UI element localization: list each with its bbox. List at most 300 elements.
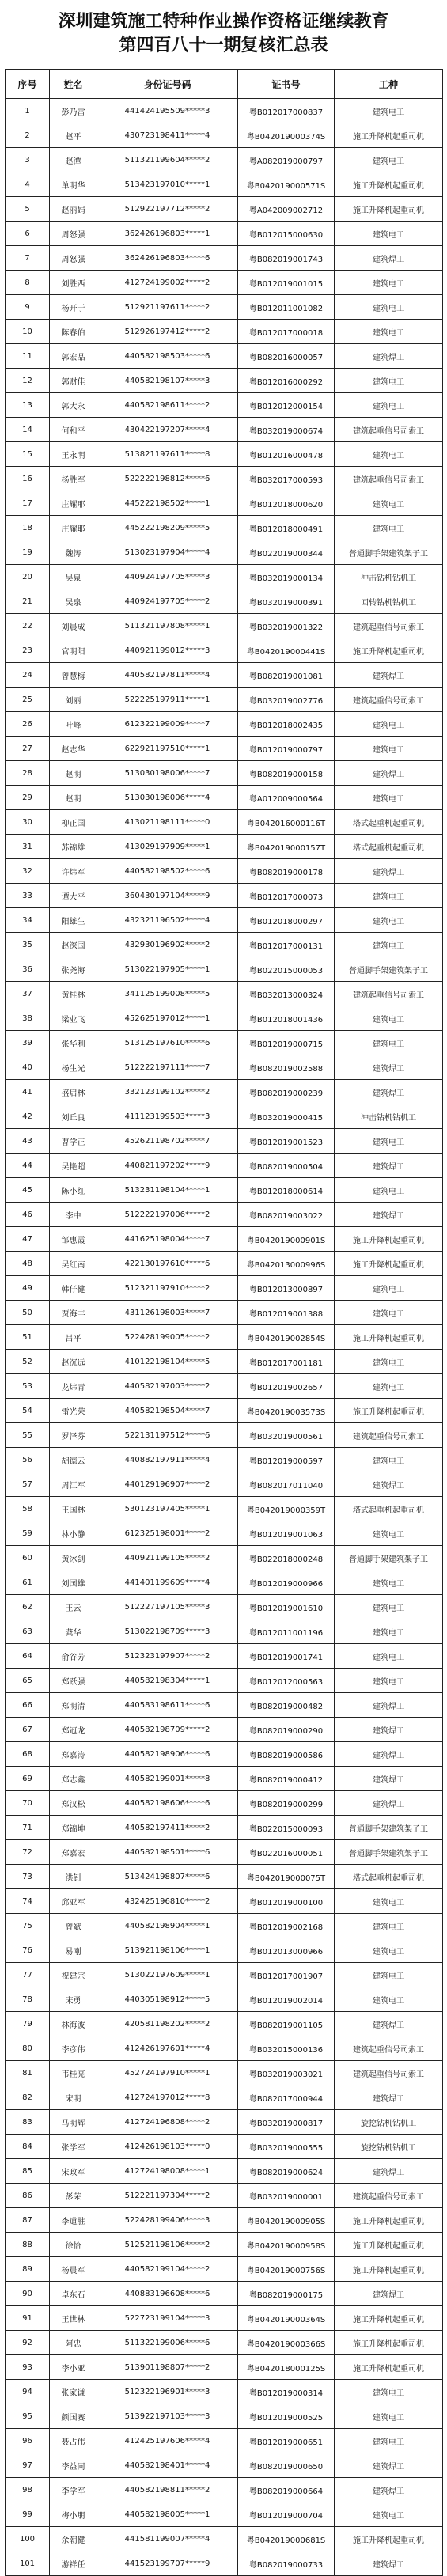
cell-certificate-number: 粤B042018000125S: [238, 2355, 335, 2380]
cell-name: 李彦伟: [50, 2036, 97, 2061]
cell-name: 韩仔健: [50, 1276, 97, 1301]
cell-job-type: 普通脚手架建筑架子工: [335, 1546, 443, 1570]
cell-id-number: 512926197412*****2: [97, 320, 238, 344]
cell-id-number: 440582198107*****3: [97, 369, 238, 393]
table-row: [6, 2380, 443, 2404]
cell-id-number: 440582198904*****1: [97, 1914, 238, 1938]
cell-name: 龚华: [50, 1619, 97, 1644]
cell-job-type: 建筑焊工: [335, 1767, 443, 1791]
cell-id-number: 412426197601*****4: [97, 2036, 238, 2061]
cell-seq: 10: [6, 320, 50, 344]
cell-certificate-number: 粤B082019000178: [238, 859, 335, 884]
cell-name: 刘丽: [50, 688, 97, 712]
cell-seq: 59: [6, 1521, 50, 1546]
cell-seq: 39: [6, 1031, 50, 1055]
cell-certificate-number: 粤B012019002657: [238, 1374, 335, 1399]
cell-name: 吴艳超: [50, 1154, 97, 1178]
table-row: [6, 1031, 443, 1055]
cell-name: 单明华: [50, 172, 97, 197]
cell-certificate-number: 粤B082019000482: [238, 1693, 335, 1718]
cell-job-type: 施工升降机起重司机: [335, 2331, 443, 2355]
cell-certificate-number: 粤B032017000593: [238, 467, 335, 491]
header-job-type: 工种: [335, 70, 443, 99]
cell-certificate-number: 粤B032019000561: [238, 1423, 335, 1448]
cell-id-number: 522222198812*****6: [97, 467, 238, 491]
cell-id-number: 512922197712*****2: [97, 197, 238, 222]
cell-job-type: 建筑电工: [335, 712, 443, 737]
cell-certificate-number: 粤B042019000366S: [238, 2331, 335, 2355]
cell-name: 郭财佳: [50, 369, 97, 393]
cell-id-number: 412426198103*****0: [97, 2135, 238, 2159]
cell-name: 许炜军: [50, 859, 97, 884]
cell-certificate-number: 粤B012019000597: [238, 1448, 335, 1472]
cell-certificate-number: 粤B082019003022: [238, 1203, 335, 1227]
table-row: [6, 540, 443, 565]
cell-certificate-number: 粤B082019000650: [238, 2453, 335, 2478]
cell-seq: 48: [6, 1252, 50, 1276]
cell-certificate-number: 粤B012018000297: [238, 908, 335, 933]
cell-seq: 44: [6, 1154, 50, 1178]
cell-certificate-number: 粤B042019000157T: [238, 835, 335, 859]
table-row: [6, 99, 443, 123]
cell-name: 庄耀耶: [50, 516, 97, 540]
table-row: [6, 123, 443, 148]
cell-id-number: 512222197111*****7: [97, 1055, 238, 1080]
cell-name: 胡德云: [50, 1448, 97, 1472]
table-row: [6, 688, 443, 712]
cell-id-number: 440582198906*****6: [97, 1742, 238, 1767]
cell-id-number: 513423197010*****1: [97, 172, 238, 197]
cell-id-number: 412724196808*****2: [97, 2110, 238, 2135]
cell-certificate-number: 粤B032019002776: [238, 688, 335, 712]
cell-seq: 29: [6, 786, 50, 810]
cell-job-type: 建筑电工: [335, 1889, 443, 1914]
cell-name: 李中: [50, 1203, 97, 1227]
cell-certificate-number: 粤B012019000715: [238, 1031, 335, 1055]
cell-job-type: 建筑电工: [335, 1350, 443, 1374]
table-row: [6, 1276, 443, 1301]
cell-id-number: 513125197610*****6: [97, 1031, 238, 1055]
cell-certificate-number: 粤B012018002435: [238, 712, 335, 737]
cell-seq: 68: [6, 1742, 50, 1767]
cell-seq: 88: [6, 2233, 50, 2257]
cell-name: 赵明: [50, 786, 97, 810]
cell-name: 杨晨军: [50, 2257, 97, 2282]
cell-name: 魏涛: [50, 540, 97, 565]
cell-id-number: 440582198709*****2: [97, 1718, 238, 1742]
cell-job-type: 建筑焊工: [335, 663, 443, 688]
cell-certificate-number: 粤A082019000797: [238, 148, 335, 172]
table-row: [6, 2527, 443, 2551]
cell-seq: 58: [6, 1497, 50, 1521]
cell-id-number: 452724197910*****1: [97, 2061, 238, 2085]
review-summary-table: [5, 69, 443, 2576]
cell-seq: 41: [6, 1080, 50, 1104]
cell-job-type: 建筑焊工: [335, 1154, 443, 1178]
cell-seq: 54: [6, 1399, 50, 1423]
cell-id-number: 513022198709*****3: [97, 1619, 238, 1644]
cell-name: 庄耀耶: [50, 491, 97, 516]
cell-seq: 73: [6, 1865, 50, 1889]
cell-job-type: 建筑起重信号司索工: [335, 688, 443, 712]
header-seq: 序号: [6, 70, 50, 99]
header-name: 姓名: [50, 70, 97, 99]
cell-name: 周怒强: [50, 222, 97, 246]
cell-job-type: 建筑起重信号司索工: [335, 467, 443, 491]
cell-certificate-number: 粤B012019002168: [238, 1914, 335, 1938]
cell-seq: 21: [6, 589, 50, 614]
cell-job-type: 塔式起重机起重司机: [335, 810, 443, 835]
cell-seq: 6: [6, 222, 50, 246]
cell-seq: 35: [6, 933, 50, 957]
cell-job-type: 建筑电工: [335, 1963, 443, 1987]
cell-id-number: 412425197606*****4: [97, 2429, 238, 2453]
cell-id-number: 522428199406*****3: [97, 2208, 238, 2233]
cell-seq: 101: [6, 2551, 50, 2576]
cell-name: 郑嘉涛: [50, 1742, 97, 1767]
table-row: [6, 1448, 443, 1472]
table-row: [6, 1227, 443, 1252]
cell-job-type: 塔式起重机起重司机: [335, 1497, 443, 1521]
cell-certificate-number: 粤B032019000415: [238, 1104, 335, 1129]
cell-certificate-number: 粤B022015000093: [238, 1816, 335, 1840]
cell-name: 祝建宗: [50, 1963, 97, 1987]
cell-id-number: 440924197705*****3: [97, 565, 238, 589]
cell-job-type: 建筑电工: [335, 933, 443, 957]
table-row: [6, 2502, 443, 2527]
cell-id-number: 440582197811*****4: [97, 663, 238, 688]
cell-id-number: 513821197611*****8: [97, 442, 238, 467]
cell-job-type: 普通脚手架建筑架子工: [335, 1840, 443, 1865]
cell-seq: 28: [6, 761, 50, 786]
table-row: [6, 614, 443, 638]
cell-id-number: 513030198006*****7: [97, 761, 238, 786]
cell-certificate-number: 粤B012017000837: [238, 99, 335, 123]
cell-seq: 55: [6, 1423, 50, 1448]
cell-id-number: 513231198104*****1: [97, 1178, 238, 1203]
cell-certificate-number: 粤B032015000136: [238, 2036, 335, 2061]
cell-name: 郑嘉宏: [50, 1840, 97, 1865]
cell-seq: 95: [6, 2404, 50, 2429]
cell-job-type: 建筑电工: [335, 1987, 443, 2012]
cell-job-type: 建筑电工: [335, 320, 443, 344]
table-row: [6, 1203, 443, 1227]
cell-certificate-number: 粤B012013000897: [238, 1276, 335, 1301]
cell-name: 赵深国: [50, 933, 97, 957]
cell-id-number: 522428199005*****2: [97, 1325, 238, 1350]
cell-job-type: 建筑起重信号司索工: [335, 2036, 443, 2061]
table-row: [6, 467, 443, 491]
cell-certificate-number: 粤B012019000797: [238, 737, 335, 761]
table-row: [6, 589, 443, 614]
cell-seq: 7: [6, 246, 50, 271]
table-row: [6, 516, 443, 540]
table-row: [6, 1350, 443, 1374]
cell-seq: 31: [6, 835, 50, 859]
cell-job-type: 建筑起重信号司索工: [335, 418, 443, 442]
cell-job-type: 建筑电工: [335, 908, 443, 933]
cell-seq: 80: [6, 2036, 50, 2061]
cell-certificate-number: 粤B012018000620: [238, 491, 335, 516]
cell-name: 卓东石: [50, 2282, 97, 2306]
cell-certificate-number: 粤B012019000100: [238, 1889, 335, 1914]
table-row: [6, 565, 443, 589]
table-row: [6, 172, 443, 197]
cell-certificate-number: 粤B012019000966: [238, 1570, 335, 1595]
table-row: [6, 884, 443, 908]
cell-id-number: 612325198001*****2: [97, 1521, 238, 1546]
cell-name: 龙炜青: [50, 1374, 97, 1399]
cell-job-type: 建筑电工: [335, 1595, 443, 1619]
cell-seq: 49: [6, 1276, 50, 1301]
cell-certificate-number: 粤B022019000344: [238, 540, 335, 565]
cell-name: 颜国赛: [50, 2404, 97, 2429]
table-row: [6, 810, 443, 835]
table-row: [6, 1816, 443, 1840]
cell-certificate-number: 粤B032019000391: [238, 589, 335, 614]
cell-certificate-number: 粤B012012000563: [238, 1669, 335, 1693]
cell-name: 韦桂亮: [50, 2061, 97, 2085]
table-row: [6, 1178, 443, 1203]
table-row: [6, 1546, 443, 1570]
cell-name: 曹学正: [50, 1129, 97, 1154]
cell-certificate-number: 粤B012017000131: [238, 933, 335, 957]
cell-id-number: 511321197808*****1: [97, 614, 238, 638]
cell-job-type: 建筑电工: [335, 1938, 443, 1963]
cell-certificate-number: 粤B032019000555: [238, 2135, 335, 2159]
cell-name: 刘晨成: [50, 614, 97, 638]
cell-job-type: 建筑电工: [335, 369, 443, 393]
cell-seq: 20: [6, 565, 50, 589]
cell-certificate-number: 粤B012019000314: [238, 2380, 335, 2404]
cell-id-number: 413021198111*****0: [97, 810, 238, 835]
cell-seq: 77: [6, 1963, 50, 1987]
cell-job-type: 建筑焊工: [335, 1742, 443, 1767]
cell-id-number: 452625197012*****1: [97, 1006, 238, 1031]
cell-seq: 36: [6, 957, 50, 982]
cell-seq: 67: [6, 1718, 50, 1742]
table-row: [6, 1325, 443, 1350]
cell-certificate-number: 粤B042019000958S: [238, 2233, 335, 2257]
cell-name: 郑冠龙: [50, 1718, 97, 1742]
cell-certificate-number: 粤B012018001436: [238, 1006, 335, 1031]
cell-seq: 25: [6, 688, 50, 712]
table-row: [6, 271, 443, 295]
cell-id-number: 440921199105*****2: [97, 1546, 238, 1570]
table-row: [6, 2429, 443, 2453]
table-row: [6, 737, 443, 761]
cell-seq: 14: [6, 418, 50, 442]
cell-job-type: 建筑电工: [335, 2380, 443, 2404]
cell-certificate-number: 粤B082019000299: [238, 1791, 335, 1816]
cell-job-type: 建筑电工: [335, 786, 443, 810]
cell-certificate-number: 粤B042019000901S: [238, 1227, 335, 1252]
cell-job-type: 建筑电工: [335, 491, 443, 516]
cell-name: 彭乃雷: [50, 99, 97, 123]
cell-certificate-number: 粤B042019000364S: [238, 2306, 335, 2331]
cell-certificate-number: 粤B082019001743: [238, 246, 335, 271]
cell-seq: 17: [6, 491, 50, 516]
cell-name: 杨胜军: [50, 467, 97, 491]
table-row: [6, 344, 443, 369]
cell-id-number: 440582198005*****1: [97, 2502, 238, 2527]
cell-name: 赵丽娟: [50, 197, 97, 222]
cell-id-number: 452621198702*****7: [97, 1129, 238, 1154]
cell-id-number: 441581199007*****4: [97, 2527, 238, 2551]
table-row: [6, 2061, 443, 2085]
table-row: [6, 2355, 443, 2380]
cell-id-number: 431126198003*****7: [97, 1301, 238, 1325]
cell-job-type: 施工升降机起重司机: [335, 172, 443, 197]
cell-name: 黄桂林: [50, 982, 97, 1006]
cell-seq: 45: [6, 1178, 50, 1203]
cell-job-type: 建筑焊工: [335, 1080, 443, 1104]
cell-seq: 96: [6, 2429, 50, 2453]
table-row: [6, 1006, 443, 1031]
cell-certificate-number: 粤B012012000154: [238, 393, 335, 418]
cell-id-number: 420581198202*****2: [97, 2012, 238, 2036]
cell-seq: 9: [6, 295, 50, 320]
cell-certificate-number: 粤B082019000586: [238, 1742, 335, 1767]
cell-job-type: 建筑焊工: [335, 1055, 443, 1080]
cell-id-number: 430422197207*****4: [97, 418, 238, 442]
cell-seq: 43: [6, 1129, 50, 1154]
cell-seq: 61: [6, 1570, 50, 1595]
cell-id-number: 522131197512*****6: [97, 1423, 238, 1448]
cell-seq: 63: [6, 1619, 50, 1644]
cell-seq: 22: [6, 614, 50, 638]
cell-job-type: 建筑焊工: [335, 2282, 443, 2306]
cell-name: 周江军: [50, 1472, 97, 1497]
table-row: [6, 1865, 443, 1889]
table-row: [6, 933, 443, 957]
cell-name: 聂占伟: [50, 2429, 97, 2453]
table-row: [6, 2453, 443, 2478]
cell-seq: 56: [6, 1448, 50, 1472]
cell-id-number: 530123197405*****1: [97, 1497, 238, 1521]
cell-certificate-number: 粤B012016000478: [238, 442, 335, 467]
cell-id-number: 440305198912*****5: [97, 1987, 238, 2012]
cell-job-type: 施工升降机起重司机: [335, 2208, 443, 2233]
cell-job-type: 建筑电工: [335, 2429, 443, 2453]
cell-job-type: 建筑电工: [335, 516, 443, 540]
cell-id-number: 512323197907*****2: [97, 1644, 238, 1669]
table-row: [6, 1301, 443, 1325]
cell-name: 赵明: [50, 761, 97, 786]
cell-id-number: 362426196803*****1: [97, 222, 238, 246]
cell-certificate-number: 粤B012019001015: [238, 271, 335, 295]
cell-job-type: 回转钻机钻机工: [335, 589, 443, 614]
table-row: [6, 908, 443, 933]
cell-name: 邹惠霞: [50, 1227, 97, 1252]
table-row: [6, 418, 443, 442]
cell-seq: 70: [6, 1791, 50, 1816]
cell-seq: 27: [6, 737, 50, 761]
cell-job-type: 冲击钻机钻机工: [335, 565, 443, 589]
cell-job-type: 建筑电工: [335, 1178, 443, 1203]
table-body: [6, 99, 443, 2576]
cell-name: 俞谷芳: [50, 1644, 97, 1669]
cell-name: 罗泽芬: [50, 1423, 97, 1448]
table-row: [6, 246, 443, 271]
cell-id-number: 512921197611*****2: [97, 295, 238, 320]
cell-job-type: 建筑电工: [335, 1031, 443, 1055]
cell-job-type: 旋挖钻机钻机工: [335, 2110, 443, 2135]
cell-name: 王永明: [50, 442, 97, 467]
cell-id-number: 440924197705*****2: [97, 589, 238, 614]
cell-job-type: 建筑焊工: [335, 2085, 443, 2110]
cell-id-number: 512321197910*****2: [97, 1276, 238, 1301]
cell-certificate-number: 粤B012017001907: [238, 1963, 335, 1987]
title-line-1: 深圳建筑施工特种作业操作资格证继续教育: [58, 11, 389, 32]
cell-certificate-number: 粤B012019001741: [238, 1644, 335, 1669]
cell-job-type: 建筑焊工: [335, 344, 443, 369]
cell-job-type: 建筑起重信号司索工: [335, 2061, 443, 2085]
cell-seq: 50: [6, 1301, 50, 1325]
cell-name: 杨生光: [50, 1055, 97, 1080]
cell-seq: 76: [6, 1938, 50, 1963]
cell-job-type: 建筑焊工: [335, 246, 443, 271]
cell-certificate-number: 粤B042019000075T: [238, 1865, 335, 1889]
cell-name: 宋明: [50, 2085, 97, 2110]
cell-certificate-number: 粤B082019000158: [238, 761, 335, 786]
cell-id-number: 441625198004*****7: [97, 1227, 238, 1252]
cell-seq: 3: [6, 148, 50, 172]
cell-name: 梅小朋: [50, 2502, 97, 2527]
header-id-number: 身份证号码: [97, 70, 238, 99]
cell-name: 刘胜西: [50, 271, 97, 295]
cell-name: 易刚: [50, 1938, 97, 1963]
table-header-row: [6, 70, 443, 99]
table-row: [6, 222, 443, 246]
cell-name: 洪钊: [50, 1865, 97, 1889]
cell-seq: 99: [6, 2502, 50, 2527]
cell-seq: 89: [6, 2257, 50, 2282]
cell-job-type: 建筑电工: [335, 1521, 443, 1546]
cell-job-type: 建筑电工: [335, 884, 443, 908]
cell-id-number: 440582198503*****6: [97, 344, 238, 369]
cell-seq: 52: [6, 1350, 50, 1374]
cell-job-type: 建筑焊工: [335, 1693, 443, 1718]
cell-certificate-number: 粤B032013000324: [238, 982, 335, 1006]
cell-seq: 33: [6, 884, 50, 908]
cell-id-number: 513424198807*****6: [97, 1865, 238, 1889]
cell-job-type: 建筑焊工: [335, 1791, 443, 1816]
cell-name: 郑跃强: [50, 1669, 97, 1693]
cell-name: 林海波: [50, 2012, 97, 2036]
cell-seq: 75: [6, 1914, 50, 1938]
cell-job-type: 建筑焊工: [335, 2551, 443, 2576]
cell-job-type: 建筑焊工: [335, 1718, 443, 1742]
cell-id-number: 440883196608*****6: [97, 2282, 238, 2306]
cell-id-number: 513022197609*****1: [97, 1963, 238, 1987]
cell-seq: 64: [6, 1644, 50, 1669]
cell-job-type: 建筑电工: [335, 2404, 443, 2429]
cell-id-number: 445222198209*****5: [97, 516, 238, 540]
cell-certificate-number: 粤B012013000966: [238, 1938, 335, 1963]
cell-certificate-number: 粤B012019001388: [238, 1301, 335, 1325]
cell-id-number: 412724198008*****1: [97, 2159, 238, 2184]
cell-certificate-number: 粤B012018000491: [238, 516, 335, 540]
table-row: [6, 1252, 443, 1276]
cell-job-type: 普通脚手架建筑架子工: [335, 1816, 443, 1840]
cell-name: 李学军: [50, 2478, 97, 2502]
cell-id-number: 440582198611*****2: [97, 393, 238, 418]
cell-name: 赵平: [50, 123, 97, 148]
cell-id-number: 411123199503*****3: [97, 1104, 238, 1129]
cell-job-type: 建筑起重信号司索工: [335, 982, 443, 1006]
cell-seq: 69: [6, 1767, 50, 1791]
